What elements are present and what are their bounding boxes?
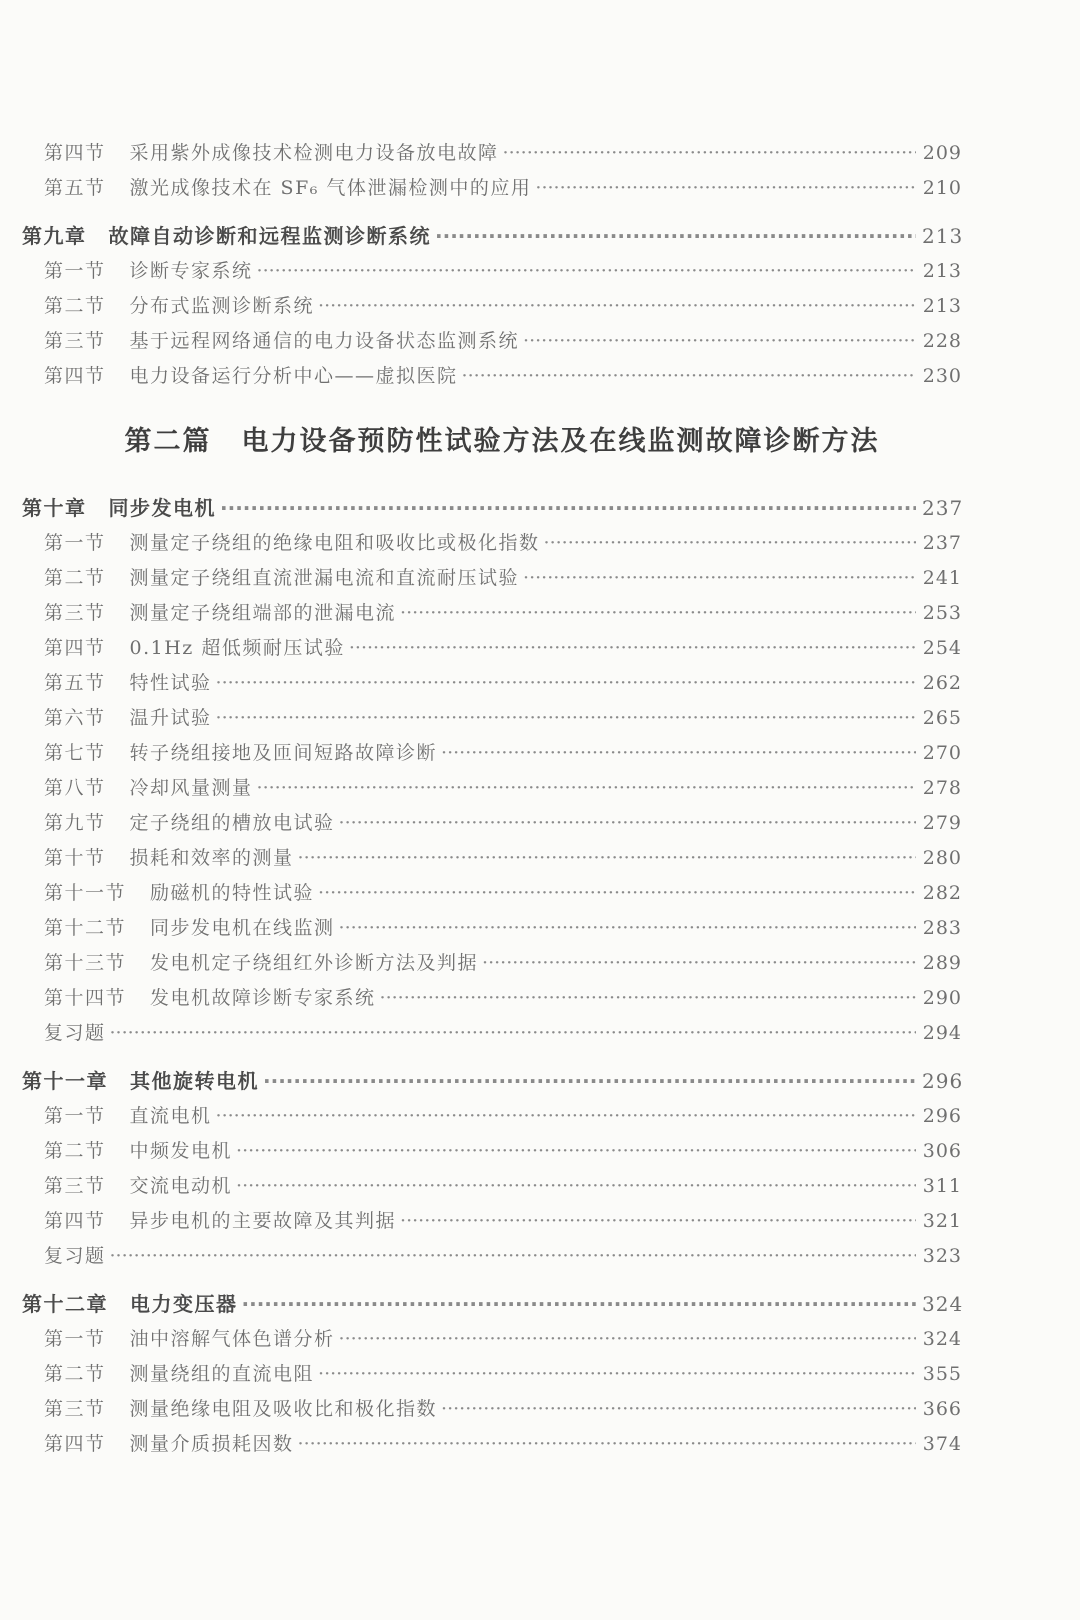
toc-section-row [22, 171, 962, 206]
toc-section-row [22, 254, 962, 289]
toc-page-number: 213 [922, 295, 962, 317]
toc-entry-number: 第三节 [44, 330, 106, 352]
toc-entry-title: 转子绕组接地及匝间短路故障诊断 [129, 742, 438, 764]
toc-entry-title: 故障自动诊断和远程监测诊断系统 [108, 224, 431, 248]
toc-entry-number: 第二节 [44, 567, 106, 589]
toc-page-number: 306 [922, 1140, 962, 1162]
toc-page-number: 283 [922, 917, 962, 939]
toc-page-number: 296 [922, 1069, 964, 1093]
dot-leader [544, 526, 916, 561]
toc-entry-title: 测量绕组的直流电阻 [129, 1363, 315, 1385]
toc-entry-number: 第十三节 [44, 952, 127, 974]
toc-page-number: 294 [922, 1022, 962, 1044]
dot-leader [242, 1286, 917, 1322]
toc-entry-title: 温升试验 [129, 707, 212, 729]
toc-entry-title: 采用紫外成像技术检测电力设备放电故障 [129, 142, 499, 164]
toc-entry-number: 第十二章 [22, 1292, 108, 1316]
dot-leader [236, 1134, 916, 1169]
toc-entry-title: 损耗和效率的测量 [129, 847, 294, 869]
toc-section-row [22, 631, 962, 666]
toc-entry-number: 第十一节 [44, 882, 127, 904]
toc-page-number: 254 [922, 637, 962, 659]
toc-page-number: 324 [922, 1328, 962, 1350]
dot-leader [339, 1322, 916, 1357]
toc-entry-title: 油中溶解气体色谱分析 [129, 1328, 335, 1350]
toc-section-row [22, 1204, 962, 1239]
dot-leader [110, 1239, 916, 1274]
toc-entry-number: 第三节 [44, 1398, 106, 1420]
toc-entry-number: 第十二节 [44, 917, 127, 939]
toc-page-number: 282 [922, 882, 962, 904]
dot-leader [523, 561, 916, 596]
toc-entry-number: 第一节 [44, 532, 106, 554]
toc-entry-number: 第五节 [44, 672, 106, 694]
toc-page-number: 324 [922, 1292, 964, 1316]
dot-leader [298, 841, 916, 876]
dot-leader [263, 1063, 916, 1099]
toc-section-row [22, 946, 962, 981]
toc-section-row [22, 736, 962, 771]
dot-leader [318, 289, 916, 324]
toc-entry-title: 分布式监测诊断系统 [129, 295, 315, 317]
toc-page-number: 355 [922, 1363, 962, 1385]
toc-entry-number: 第九节 [44, 812, 106, 834]
dot-leader [482, 946, 916, 981]
toc-page-number: 237 [922, 532, 962, 554]
toc-page-number: 290 [922, 987, 962, 1009]
toc-section-row [22, 806, 962, 841]
toc-block-2 [22, 490, 962, 1462]
dot-leader [435, 218, 916, 254]
toc-entry-title: 直流电机 [129, 1105, 212, 1127]
dot-leader [298, 1427, 916, 1462]
dot-leader [441, 736, 916, 771]
toc-page-number: 241 [922, 567, 962, 589]
toc-entry-number: 第一节 [44, 260, 106, 282]
toc-section-row [22, 1016, 962, 1051]
dot-leader [349, 631, 916, 666]
toc-section-row [22, 1099, 962, 1134]
dot-leader [318, 876, 916, 911]
toc-page-number: 374 [922, 1433, 962, 1455]
toc-entry-title: 基于远程网络通信的电力设备状态监测系统 [129, 330, 520, 352]
toc-section-row [22, 1322, 962, 1357]
toc-page-number: 280 [922, 847, 962, 869]
toc-entry-title: 同步发电机在线监测 [150, 917, 335, 939]
toc-page-number: 278 [922, 777, 962, 799]
toc-section-row [22, 1134, 962, 1169]
toc-section-row [22, 701, 962, 736]
toc-chapter-row [22, 490, 962, 526]
dot-leader [523, 324, 916, 359]
toc-section-row [22, 596, 962, 631]
dot-leader [220, 490, 916, 526]
toc-entry-number: 第四节 [44, 637, 106, 659]
toc-entry-number: 第八节 [44, 777, 106, 799]
toc-entry-title: 测量定子绕组端部的泄漏电流 [129, 602, 397, 624]
toc-entry-number: 第一节 [44, 1105, 106, 1127]
toc-entry-title: 电力变压器 [130, 1292, 238, 1316]
toc-entry-title: 中频发电机 [129, 1140, 233, 1162]
toc-page-number: 213 [922, 224, 964, 248]
toc-page-number: 311 [922, 1175, 962, 1197]
toc-entry-title: 0.1Hz 超低频耐压试验 [129, 637, 345, 659]
toc-entry-number: 第九章 [22, 224, 87, 248]
toc-entry-number: 第三节 [44, 1175, 106, 1197]
toc-section-row [22, 289, 962, 324]
toc-section-row [22, 526, 962, 561]
dot-leader [400, 1204, 916, 1239]
part-heading [22, 394, 962, 490]
toc-entry-title: 测量定子绕组直流泄漏电流和直流耐压试验 [129, 567, 520, 589]
toc-entry-title: 诊断专家系统 [129, 260, 253, 282]
toc-page-number: 237 [922, 496, 964, 520]
dot-leader [535, 171, 916, 206]
dot-leader [339, 911, 916, 946]
dot-leader [339, 806, 916, 841]
toc-section-row [22, 1357, 962, 1392]
toc-entry-title: 定子绕组的槽放电试验 [129, 812, 335, 834]
toc-entry-number: 第二节 [44, 1140, 106, 1162]
toc-page-number: 289 [922, 952, 962, 974]
table-of-contents [22, 136, 962, 1462]
dot-leader [380, 981, 916, 1016]
toc-entry-number: 第四节 [44, 1210, 106, 1232]
toc-page-number: 230 [922, 365, 962, 387]
toc-section-row [22, 1427, 962, 1462]
toc-page-number: 209 [922, 142, 962, 164]
toc-section-row [22, 1392, 962, 1427]
dot-leader [236, 1169, 916, 1204]
dot-leader [503, 136, 916, 171]
toc-entry-number: 第十四节 [44, 987, 127, 1009]
toc-page-number: 265 [922, 707, 962, 729]
toc-section-row [22, 136, 962, 171]
toc-entry-title: 发电机故障诊断专家系统 [150, 987, 376, 1009]
dot-leader [216, 666, 916, 701]
toc-entry-title: 测量定子绕组的绝缘电阻和吸收比或极化指数 [129, 532, 540, 554]
toc-entry-number: 第五节 [44, 177, 106, 199]
toc-entry-title: 发电机定子绕组红外诊断方法及判据 [150, 952, 479, 974]
dot-leader [216, 1099, 916, 1134]
toc-entry-number: 复习题 [44, 1245, 106, 1267]
toc-page-number: 279 [922, 812, 962, 834]
toc-chapter-row [22, 218, 962, 254]
toc-entry-number: 第十一章 [22, 1069, 108, 1093]
toc-chapter-row [22, 1286, 962, 1322]
toc-section-row [22, 841, 962, 876]
toc-entry-title: 测量介质损耗因数 [129, 1433, 294, 1455]
toc-section-row [22, 324, 962, 359]
toc-entry-number: 第十节 [44, 847, 106, 869]
toc-page-number: 228 [922, 330, 962, 352]
toc-section-row [22, 876, 962, 911]
toc-entry-number: 第十章 [22, 496, 87, 520]
dot-leader [400, 596, 916, 631]
toc-page-number: 366 [922, 1398, 962, 1420]
toc-entry-title: 激光成像技术在 SF₆ 气体泄漏检测中的应用 [129, 177, 532, 199]
toc-entry-number: 第四节 [44, 1433, 106, 1455]
toc-page-number: 296 [922, 1105, 962, 1127]
toc-page-number: 210 [922, 177, 962, 199]
toc-page-number: 321 [922, 1210, 962, 1232]
toc-entry-title: 励磁机的特性试验 [150, 882, 315, 904]
dot-leader [257, 771, 916, 806]
toc-entry-title: 特性试验 [129, 672, 212, 694]
toc-entry-number: 第二节 [44, 295, 106, 317]
toc-entry-title: 冷却风量测量 [129, 777, 253, 799]
part-title: 电力设备预防性试验方法及在线监测故障诊断方法 [241, 426, 880, 457]
toc-entry-title: 异步电机的主要故障及其判据 [129, 1210, 397, 1232]
toc-section-row [22, 1169, 962, 1204]
toc-chapter-row [22, 1063, 962, 1099]
toc-entry-title: 其他旋转电机 [130, 1069, 259, 1093]
toc-page-number: 213 [922, 260, 962, 282]
dot-leader [110, 1016, 916, 1051]
toc-page-number: 270 [922, 742, 962, 764]
toc-section-row [22, 666, 962, 701]
dot-leader [318, 1357, 916, 1392]
toc-section-row [22, 771, 962, 806]
toc-entry-number: 复习题 [44, 1022, 106, 1044]
toc-entry-title: 交流电动机 [129, 1175, 233, 1197]
toc-page-number: 253 [922, 602, 962, 624]
dot-leader [216, 701, 916, 736]
dot-leader [441, 1392, 916, 1427]
toc-entry-title: 同步发电机 [108, 496, 216, 520]
toc-section-row [22, 911, 962, 946]
toc-entry-number: 第三节 [44, 602, 106, 624]
toc-entry-number: 第一节 [44, 1328, 106, 1350]
toc-block-1 [22, 136, 962, 394]
part-number: 第二篇 [124, 426, 212, 457]
toc-entry-number: 第二节 [44, 1363, 106, 1385]
toc-entry-title: 电力设备运行分析中心——虚拟医院 [129, 365, 458, 387]
dot-leader [462, 359, 916, 394]
toc-entry-number: 第七节 [44, 742, 106, 764]
toc-section-row [22, 981, 962, 1016]
toc-section-row [22, 359, 962, 394]
toc-entry-title: 测量绝缘电阻及吸收比和极化指数 [129, 1398, 438, 1420]
toc-entry-number: 第四节 [44, 142, 106, 164]
toc-page-number: 262 [922, 672, 962, 694]
toc-section-row [22, 1239, 962, 1274]
toc-page-number: 323 [922, 1245, 962, 1267]
dot-leader [257, 254, 916, 289]
toc-entry-number: 第四节 [44, 365, 106, 387]
toc-entry-number: 第六节 [44, 707, 106, 729]
toc-section-row [22, 561, 962, 596]
